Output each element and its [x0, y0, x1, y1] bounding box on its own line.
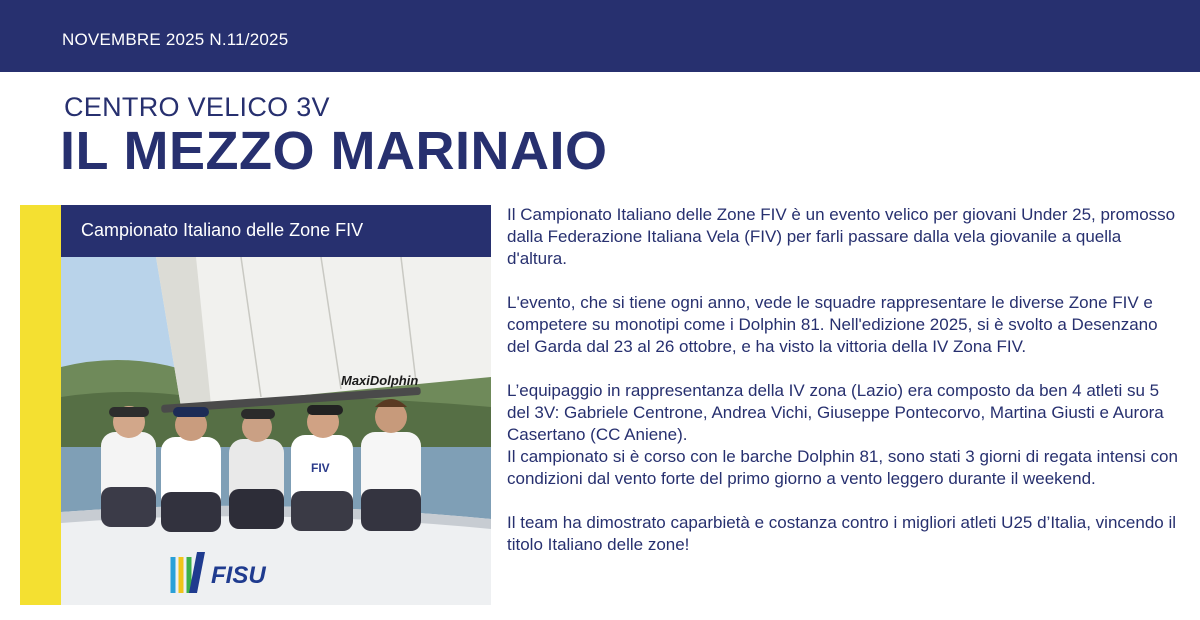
photo-caption: Campionato Italiano delle Zone FIV — [81, 220, 364, 240]
top-banner — [0, 0, 1200, 72]
sail-brand-text: MaxiDolphin — [341, 373, 419, 388]
sailing-crew-illustration — [61, 257, 491, 605]
newsletter-title: IL MEZZO MARINAIO — [60, 121, 608, 181]
article-body — [507, 204, 1182, 578]
photo-caption-band — [61, 205, 491, 257]
article-paragraph: Il campionato si è corso con le barche Dolphin 81, sono stati 3 giorni di regata intensi con condizioni dal vento forte del primo giorno a vento leggero durante il weekend. — [507, 447, 1178, 488]
hull-logo-text: FISU — [211, 562, 266, 589]
bib-text: FIV — [311, 461, 330, 475]
article-paragraph: Il Campionato Italiano delle Zone FIV è un evento velico per giovani Under 25, promosso dalla Federazione Italiana Vela (FIV) per farli passare dalla vela giovanile a quella d'altura. — [507, 205, 1176, 268]
article-paragraph: L'evento, che si tiene ogni anno, vede le squadre rappresentare le diverse Zone FIV e competere su monotipi come i Dolphin 81. Nell'edizione 2025, si è svolto a Desenzano del Garda dal 23 al 26 ottobre, e ha visto la vittoria della IV Zona FIV. — [507, 293, 1158, 356]
article-paragraph: Il team ha dimostrato caparbietà e costanza contro i migliori atleti U25 d’Italia, vincendo il titolo Italiano delle zone! — [507, 513, 1177, 554]
event-photo — [61, 205, 491, 605]
yellow-accent-bar — [20, 205, 61, 605]
newsletter-kicker: CENTRO VELICO 3V — [64, 92, 330, 122]
issue-label: NOVEMBRE 2025 N.11/2025 — [62, 30, 289, 49]
article-paragraph: L’equipaggio in rappresentanza della IV zona (Lazio) era composto da ben 4 atleti su 5 del 3V: Gabriele Centrone, Andrea Vichi, Giuseppe Pontecorvo, Martina Giusti e Aurora Casertano (CC Aniene). — [507, 381, 1164, 444]
